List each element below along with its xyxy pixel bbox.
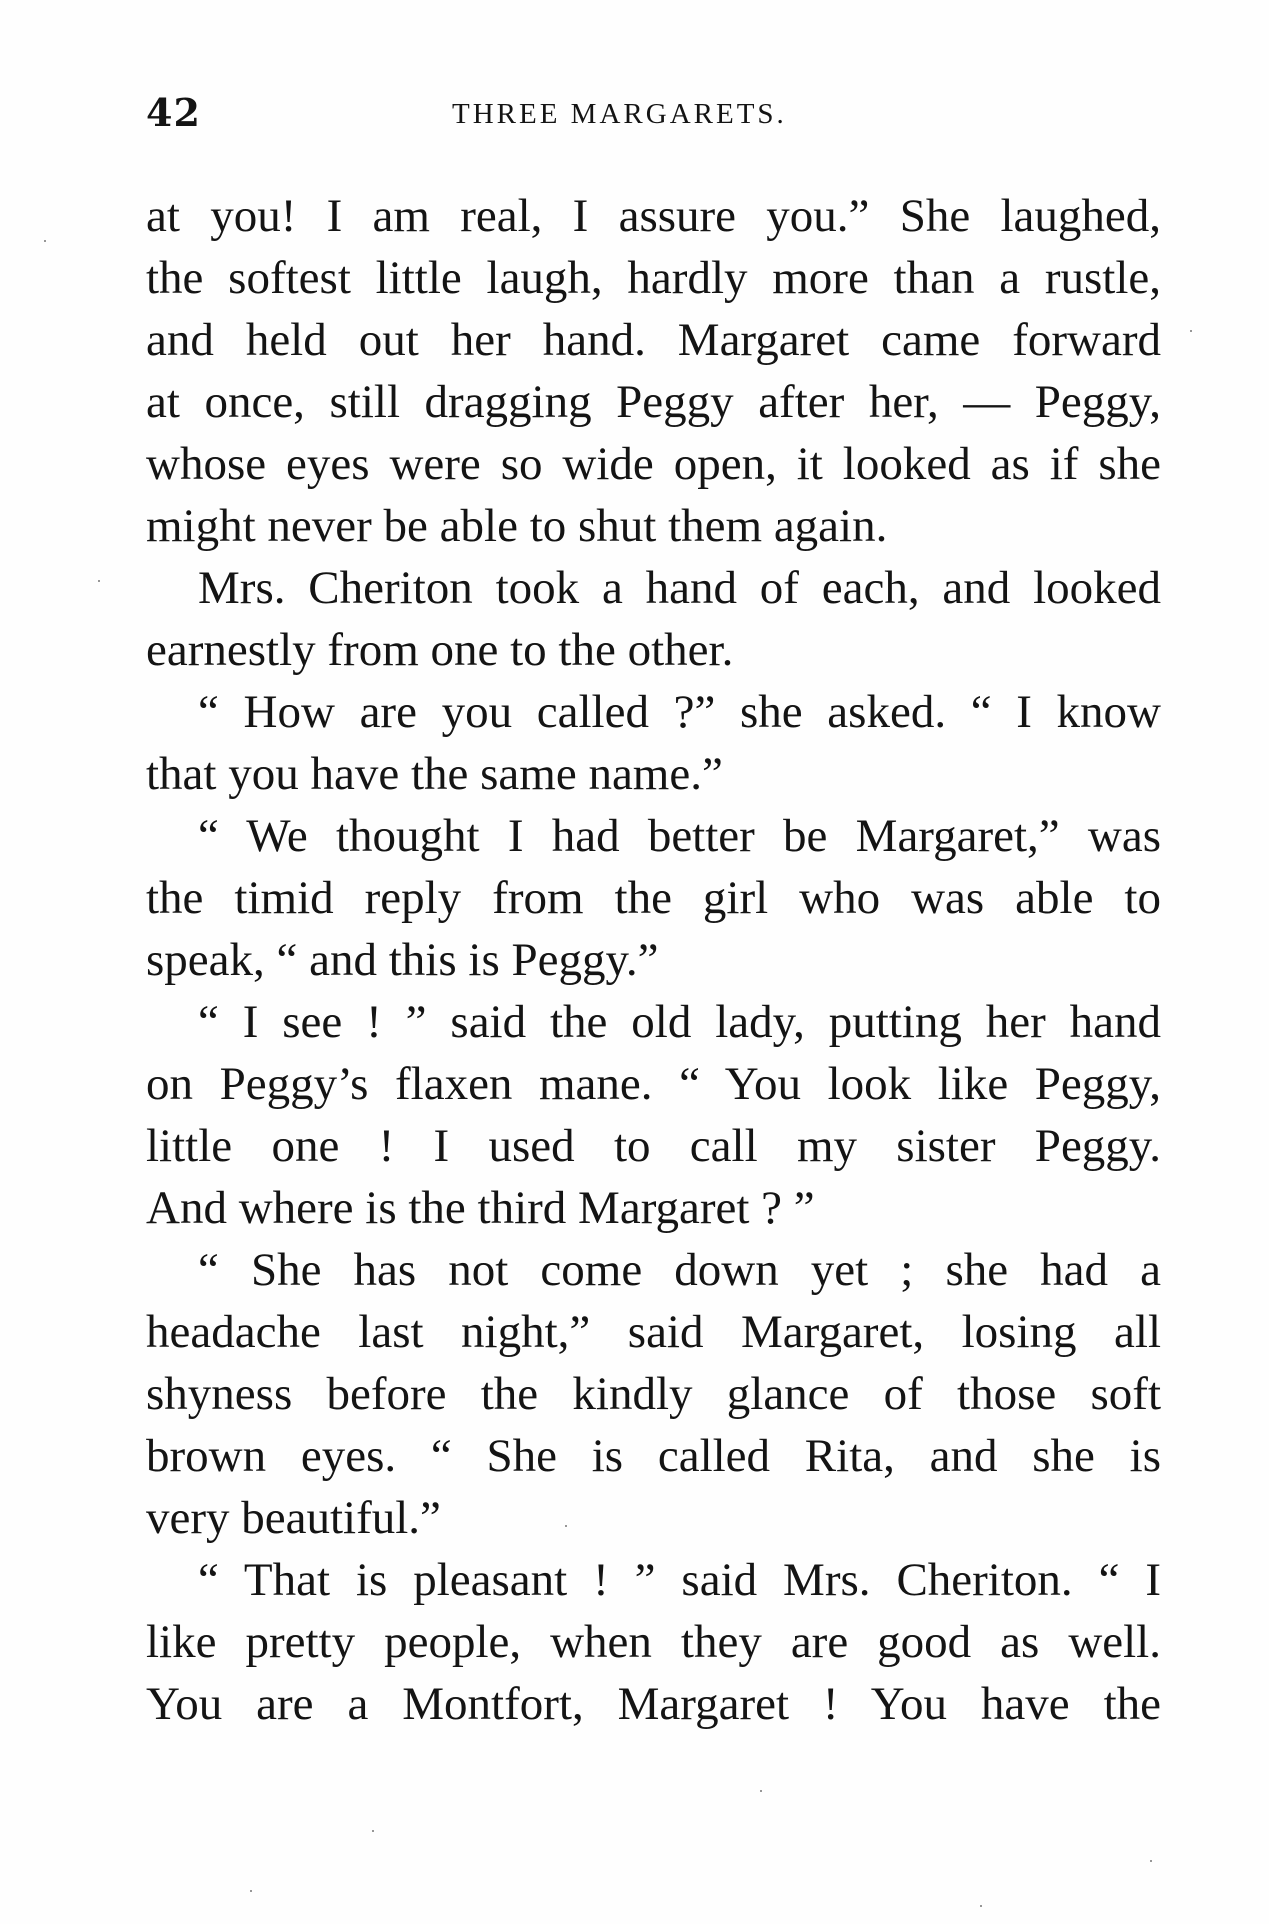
- paper-speck: [565, 1525, 567, 1527]
- body-text: [146, 185, 1161, 1735]
- paper-speck: [1150, 1860, 1152, 1862]
- running-head: THREE MARGARETS.: [452, 98, 787, 130]
- paper-speck: [44, 240, 46, 242]
- text-line: “ I see ! ” said the old lady, putting her hand: [198, 996, 1161, 1048]
- text-line: might never be able to shut them again.: [146, 500, 888, 552]
- text-line: whose eyes were so wide open, it looked as if she: [146, 438, 1161, 490]
- text-line: “ She has not come down yet ; she had a: [198, 1244, 1161, 1296]
- text-line: shyness before the kindly glance of those soft: [146, 1368, 1161, 1420]
- text-line: on Peggy’s flaxen mane. “ You look like Peggy,: [146, 1058, 1161, 1110]
- text-line: Mrs. Cheriton took a hand of each, and looked: [198, 562, 1161, 614]
- text-line: that you have the same name.”: [146, 748, 723, 800]
- paper-speck: [372, 1830, 374, 1832]
- text-line: speak, “ and this is Peggy.”: [146, 934, 659, 986]
- text-line: And where is the third Margaret ? ”: [146, 1182, 815, 1234]
- text-line: You are a Montfort, Margaret ! You have the: [146, 1678, 1161, 1730]
- text-line: the softest little laugh, hardly more than a rustle,: [146, 252, 1161, 304]
- paper-speck: [250, 1890, 252, 1892]
- text-line: the timid reply from the girl who was able to: [146, 872, 1161, 924]
- paper-speck: [980, 1905, 982, 1907]
- text-line: at once, still dragging Peggy after her, — Peggy,: [146, 376, 1161, 428]
- page-number: 42: [146, 90, 201, 135]
- text-line: very beautiful.”: [146, 1492, 441, 1544]
- paper-speck: [98, 580, 100, 582]
- paper-speck: [760, 1790, 762, 1792]
- text-line: earnestly from one to the other.: [146, 624, 734, 676]
- paper-speck: [1190, 330, 1192, 332]
- text-line: at you! I am real, I assure you.” She laughed,: [146, 190, 1161, 242]
- text-line: “ We thought I had better be Margaret,” was: [198, 810, 1161, 862]
- text-line: “ How are you called ?” she asked. “ I know: [198, 686, 1161, 738]
- text-line: like pretty people, when they are good as well.: [146, 1616, 1161, 1668]
- text-line: brown eyes. “ She is called Rita, and she is: [146, 1430, 1161, 1482]
- text-line: and held out her hand. Margaret came forward: [146, 314, 1161, 366]
- text-line: headache last night,” said Margaret, losing all: [146, 1306, 1161, 1358]
- text-line: little one ! I used to call my sister Peggy.: [146, 1120, 1161, 1172]
- text-line: “ That is pleasant ! ” said Mrs. Cheriton. “ I: [198, 1554, 1161, 1606]
